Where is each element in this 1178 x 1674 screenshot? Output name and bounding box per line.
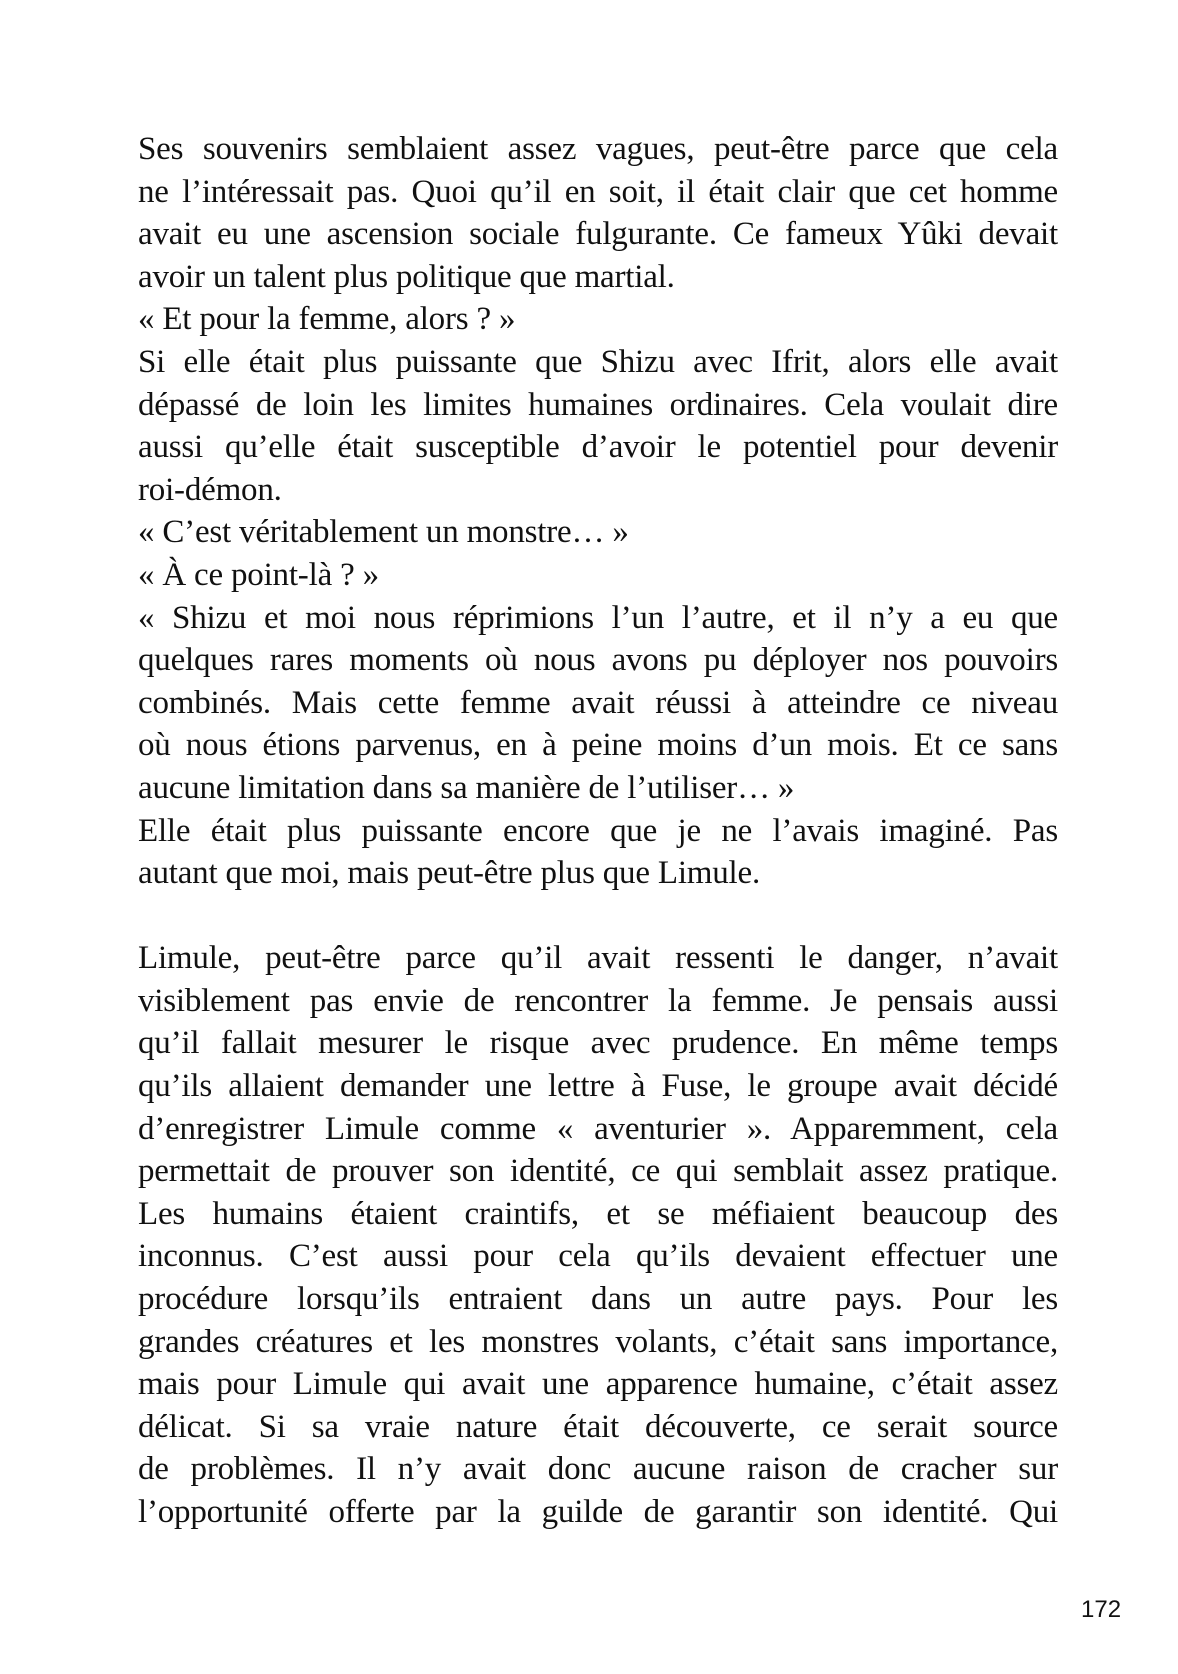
text-line: visiblement pas envie de rencontrer la femme. Je pensais aussi [138,982,1058,1019]
text-line: « C’est véritablement un monstre… » [138,514,629,551]
text-line: permettait de prouver son identité, ce qui semblait assez pratique. [138,1153,1058,1190]
text-line: d’enregistrer Limule comme « aventurier ». Apparemment, cela [138,1110,1058,1147]
text-line: grandes créatures et les monstres volants, c’était sans importance, [138,1323,1058,1360]
text-line: aucune limitation dans sa manière de l’utiliser… » [138,769,795,806]
text-line: Si elle était plus puissante que Shizu avec Ifrit, alors elle avait [138,343,1058,380]
text-line: dépassé de loin les limites humaines ordinaires. Cela voulait dire [138,386,1058,423]
text-line: Ses souvenirs semblaient assez vagues, peut-être parce que cela [138,131,1058,167]
text-line: aussi qu’elle était susceptible d’avoir le potentiel pour devenir [138,429,1058,466]
text-line: de problèmes. Il n’y avait donc aucune raison de cracher sur [138,1451,1058,1488]
text-line: combinés. Mais cette femme avait réussi à atteindre ce niveau [138,684,1058,721]
text-line: « Et pour la femme, alors ? » [138,301,516,338]
body-text [138,128,1058,1534]
text-line: mais pour Limule qui avait une apparence humaine, c’était assez [138,1366,1058,1403]
text-line: ne l’intéressait pas. Quoi qu’il en soit, il était clair que cet homme [138,173,1058,210]
text-line: « Shizu et moi nous réprimions l’un l’autre, et il n’y a eu que [138,599,1058,636]
text-line: qu’ils allaient demander une lettre à Fuse, le groupe avait décidé [138,1068,1058,1105]
text-line: Limule, peut-être parce qu’il avait ressenti le danger, n’avait [138,940,1058,977]
text-line: avoir un talent plus politique que martial. [138,258,675,295]
text-line: l’opportunité offerte par la guilde de garantir son identité. Qui [138,1494,1058,1530]
text-line: avait eu une ascension sociale fulgurante. Ce fameux Yûki devait [138,216,1058,253]
page-number: 172 [1081,1596,1122,1623]
text-line: quelques rares moments où nous avons pu déployer nos pouvoirs [138,642,1058,679]
text-line: délicat. Si sa vraie nature était découverte, ce serait source [138,1408,1058,1445]
text-line: procédure lorsqu’ils entraient dans un autre pays. Pour les [138,1281,1058,1318]
text-line: Les humains étaient craintifs, et se méfiaient beaucoup des [138,1195,1058,1232]
text-line: qu’il fallait mesurer le risque avec prudence. En même temps [138,1025,1058,1062]
text-line: « À ce point-là ? » [138,556,379,593]
paragraph-break [138,895,1058,938]
text-line: inconnus. C’est aussi pour cela qu’ils devaient effectuer une [138,1238,1058,1275]
text-line: Elle était plus puissante encore que je ne l’avais imaginé. Pas [138,812,1058,849]
text-line: roi-démon. [138,471,282,508]
text-line: où nous étions parvenus, en à peine moins d’un mois. Et ce sans [138,727,1058,764]
text-line: autant que moi, mais peut-être plus que Limule. [138,855,761,892]
